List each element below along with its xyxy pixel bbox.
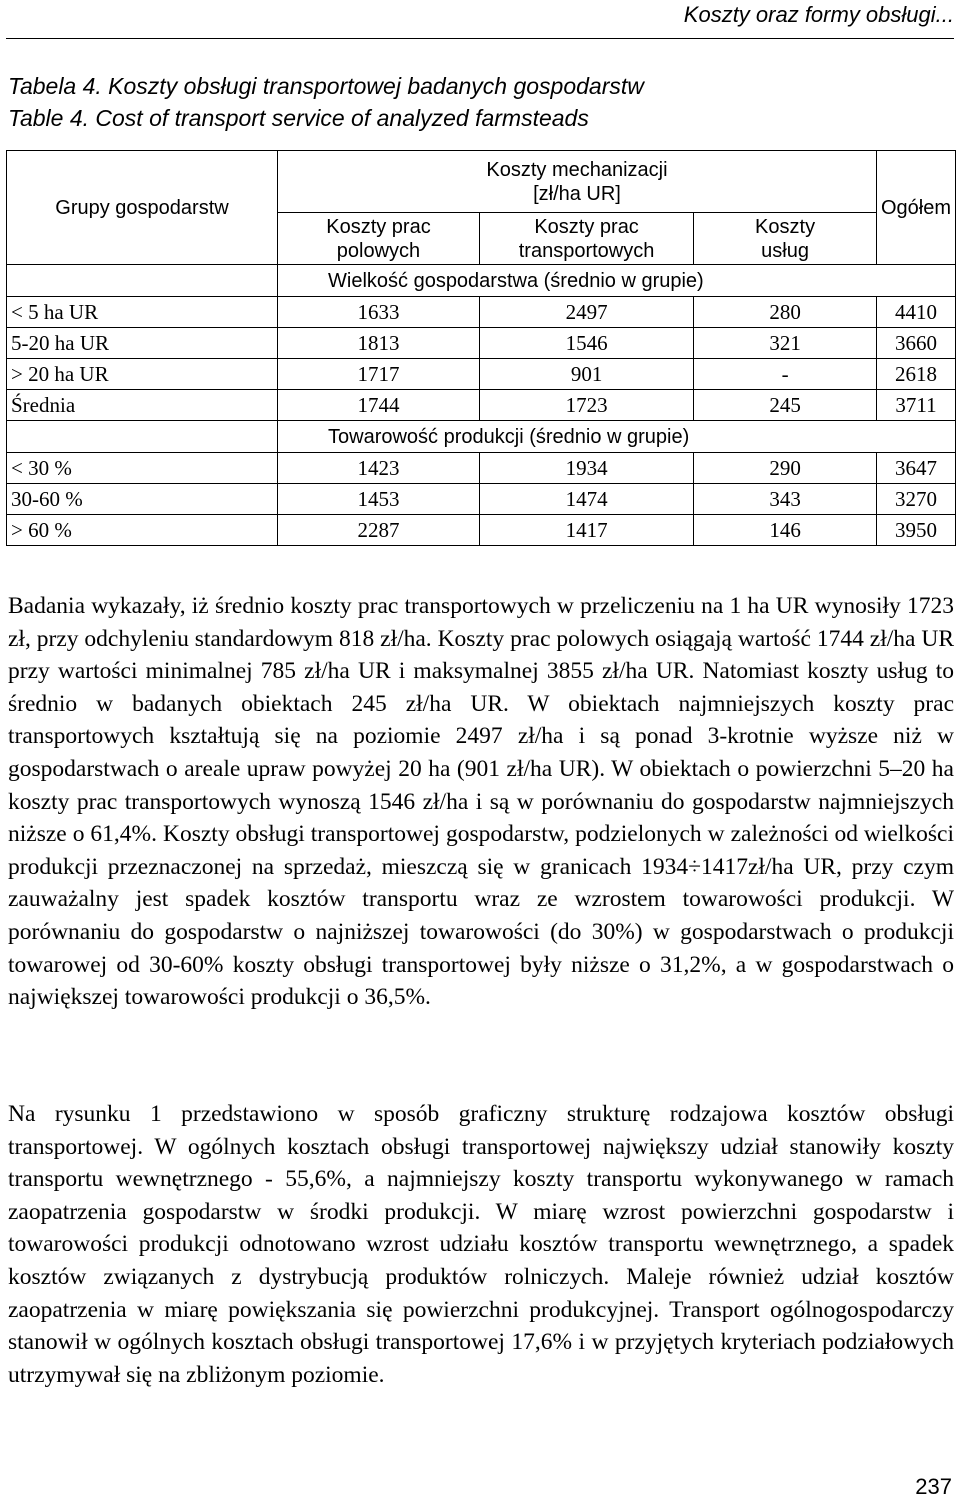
cell-field: 1744 bbox=[278, 390, 480, 421]
cell-transport: 1723 bbox=[479, 390, 693, 421]
row-label: < 5 ha UR bbox=[7, 297, 278, 328]
body-paragraph-1: Badania wykazały, iż średnio koszty prac transportowych w przeliczeniu na 1 ha UR wynosiły 1723 zł, przy odchyleniu standardowym 818 zł/ha. Koszty prac polowych osiągają wartość 1744 zł/ha UR przy wartości minimalnej 785 zł/ha UR i maksymalnej 3855 zł/ha UR. Natomiast koszty usług to średnio w badanych obiektach 245 zł/ha UR. W obiektach najmniejszych koszty prac transportowych kształtują się na poziomie 2497 zł/ha i są ponad 3-krotnie wyższe niż w gospodarstwach o areale upraw powyżej 20 ha (901 zł/ha UR). W obiektach o powierzchni 5–20 ha koszty prac transportowych wynoszą 1546 zł/ha i są w porównaniu do gospodarstw najmniejszych niższe o 61,4%. Koszty obsługi transportowej gospodarstw, podzielonych w zależności od wielkości produkcji przeznaczonej na sprzedaż, mieszczą się w granicach 1934÷1417zł/ha UR, przy czym zauważalny jest spadek kosztów transportu wraz ze wzrostem towarowości produkcji. W porównaniu do gospodarstw o najniższej towarowości (do 30%) w gospodarstwach o produkcji towarowej od 30-60% koszty obsługi transportowej były niższe o 31,2%, a w gospodarstwach o największej towarowości produkcji o 36,5%. bbox=[8, 593, 954, 1011]
col-header-services: Koszty usług bbox=[694, 213, 877, 265]
cell-field: 2287 bbox=[278, 515, 480, 546]
table-row bbox=[7, 453, 956, 484]
page-number: 237 bbox=[915, 1474, 952, 1499]
col-header-total: Ogółem bbox=[876, 151, 955, 265]
cell-total: 3647 bbox=[876, 453, 955, 484]
cell-total: 3270 bbox=[876, 484, 955, 515]
cell-transport: 1934 bbox=[479, 453, 693, 484]
cell-services: 321 bbox=[694, 328, 877, 359]
table-row bbox=[7, 390, 956, 421]
row-label: 5-20 ha UR bbox=[7, 328, 278, 359]
row-label: < 30 % bbox=[7, 453, 278, 484]
row-label: > 20 ha UR bbox=[7, 359, 278, 390]
cell-field: 1633 bbox=[278, 297, 480, 328]
table-row bbox=[7, 297, 956, 328]
col-header-transport-work: Koszty prac transportowych bbox=[479, 213, 693, 265]
cell-services: 280 bbox=[694, 297, 877, 328]
cell-services: - bbox=[694, 359, 877, 390]
col-header-mechanization: Koszty mechanizacji [zł/ha UR] bbox=[278, 151, 877, 213]
cell-field: 1813 bbox=[278, 328, 480, 359]
table-row bbox=[7, 359, 956, 390]
section-header-farm-size: Wielkość gospodarstwa (średnio w grupie) bbox=[278, 265, 956, 297]
table-row bbox=[7, 484, 956, 515]
cell-transport: 901 bbox=[479, 359, 693, 390]
cell-total: 3950 bbox=[876, 515, 955, 546]
table-row bbox=[7, 328, 956, 359]
cell-services: 290 bbox=[694, 453, 877, 484]
cell-total: 3660 bbox=[876, 328, 955, 359]
row-label: Średnia bbox=[7, 390, 278, 421]
row-label: > 60 % bbox=[7, 515, 278, 546]
table-caption-pl: Tabela 4. Koszty obsługi transportowej badanych gospodarstw bbox=[8, 73, 644, 99]
cell-services: 146 bbox=[694, 515, 877, 546]
cell-services: 343 bbox=[694, 484, 877, 515]
table-caption bbox=[8, 70, 948, 134]
header-rule bbox=[6, 38, 954, 39]
cell-total: 3711 bbox=[876, 390, 955, 421]
cell-transport: 2497 bbox=[479, 297, 693, 328]
cell-total: 2618 bbox=[876, 359, 955, 390]
cell-total: 4410 bbox=[876, 297, 955, 328]
section-header-marketability: Towarowość produkcji (średnio w grupie) bbox=[278, 421, 956, 453]
costs-table bbox=[6, 150, 956, 546]
cell-transport: 1474 bbox=[479, 484, 693, 515]
cell-field: 1453 bbox=[278, 484, 480, 515]
cell-field: 1717 bbox=[278, 359, 480, 390]
table-row bbox=[7, 515, 956, 546]
col-header-group: Grupy gospodarstw bbox=[7, 151, 278, 265]
cell-field: 1423 bbox=[278, 453, 480, 484]
cell-transport: 1417 bbox=[479, 515, 693, 546]
row-label: 30-60 % bbox=[7, 484, 278, 515]
col-header-field-work: Koszty prac polowych bbox=[278, 213, 480, 265]
cell-services: 245 bbox=[694, 390, 877, 421]
running-header: Koszty oraz formy obsługi... bbox=[683, 2, 954, 27]
table-caption-en: Table 4. Cost of transport service of analyzed farmsteads bbox=[8, 105, 589, 131]
cell-transport: 1546 bbox=[479, 328, 693, 359]
body-paragraph-2: Na rysunku 1 przedstawiono w sposób graficzny strukturę rodzajowa kosztów obsługi transportowej. W ogólnych kosztach obsługi transportowej największy udział stanowiły koszty transportu wewnętrznego - 55,6%, a najmniejszy koszty transportu wykonywanego w ramach zaopatrzenia gospodarstw w środki produkcji. W miarę wzrost powierzchni gospodarstw i towarowości produkcji odnotowano wzrost udziału kosztów transportu wewnętrznego, a spadek kosztów związanych z dystrybucją produktów rolniczych. Maleje również udział kosztów zaopatrzenia w miarę powiększania się powierzchni produkcyjnej. Transport ogólnogospodarczy stanowił w ogólnych kosztach obsługi transportowej 17,6% i w przyjętych kryteriach podziałowych utrzymywał się na zbliżonym poziomie. bbox=[8, 1101, 954, 1388]
